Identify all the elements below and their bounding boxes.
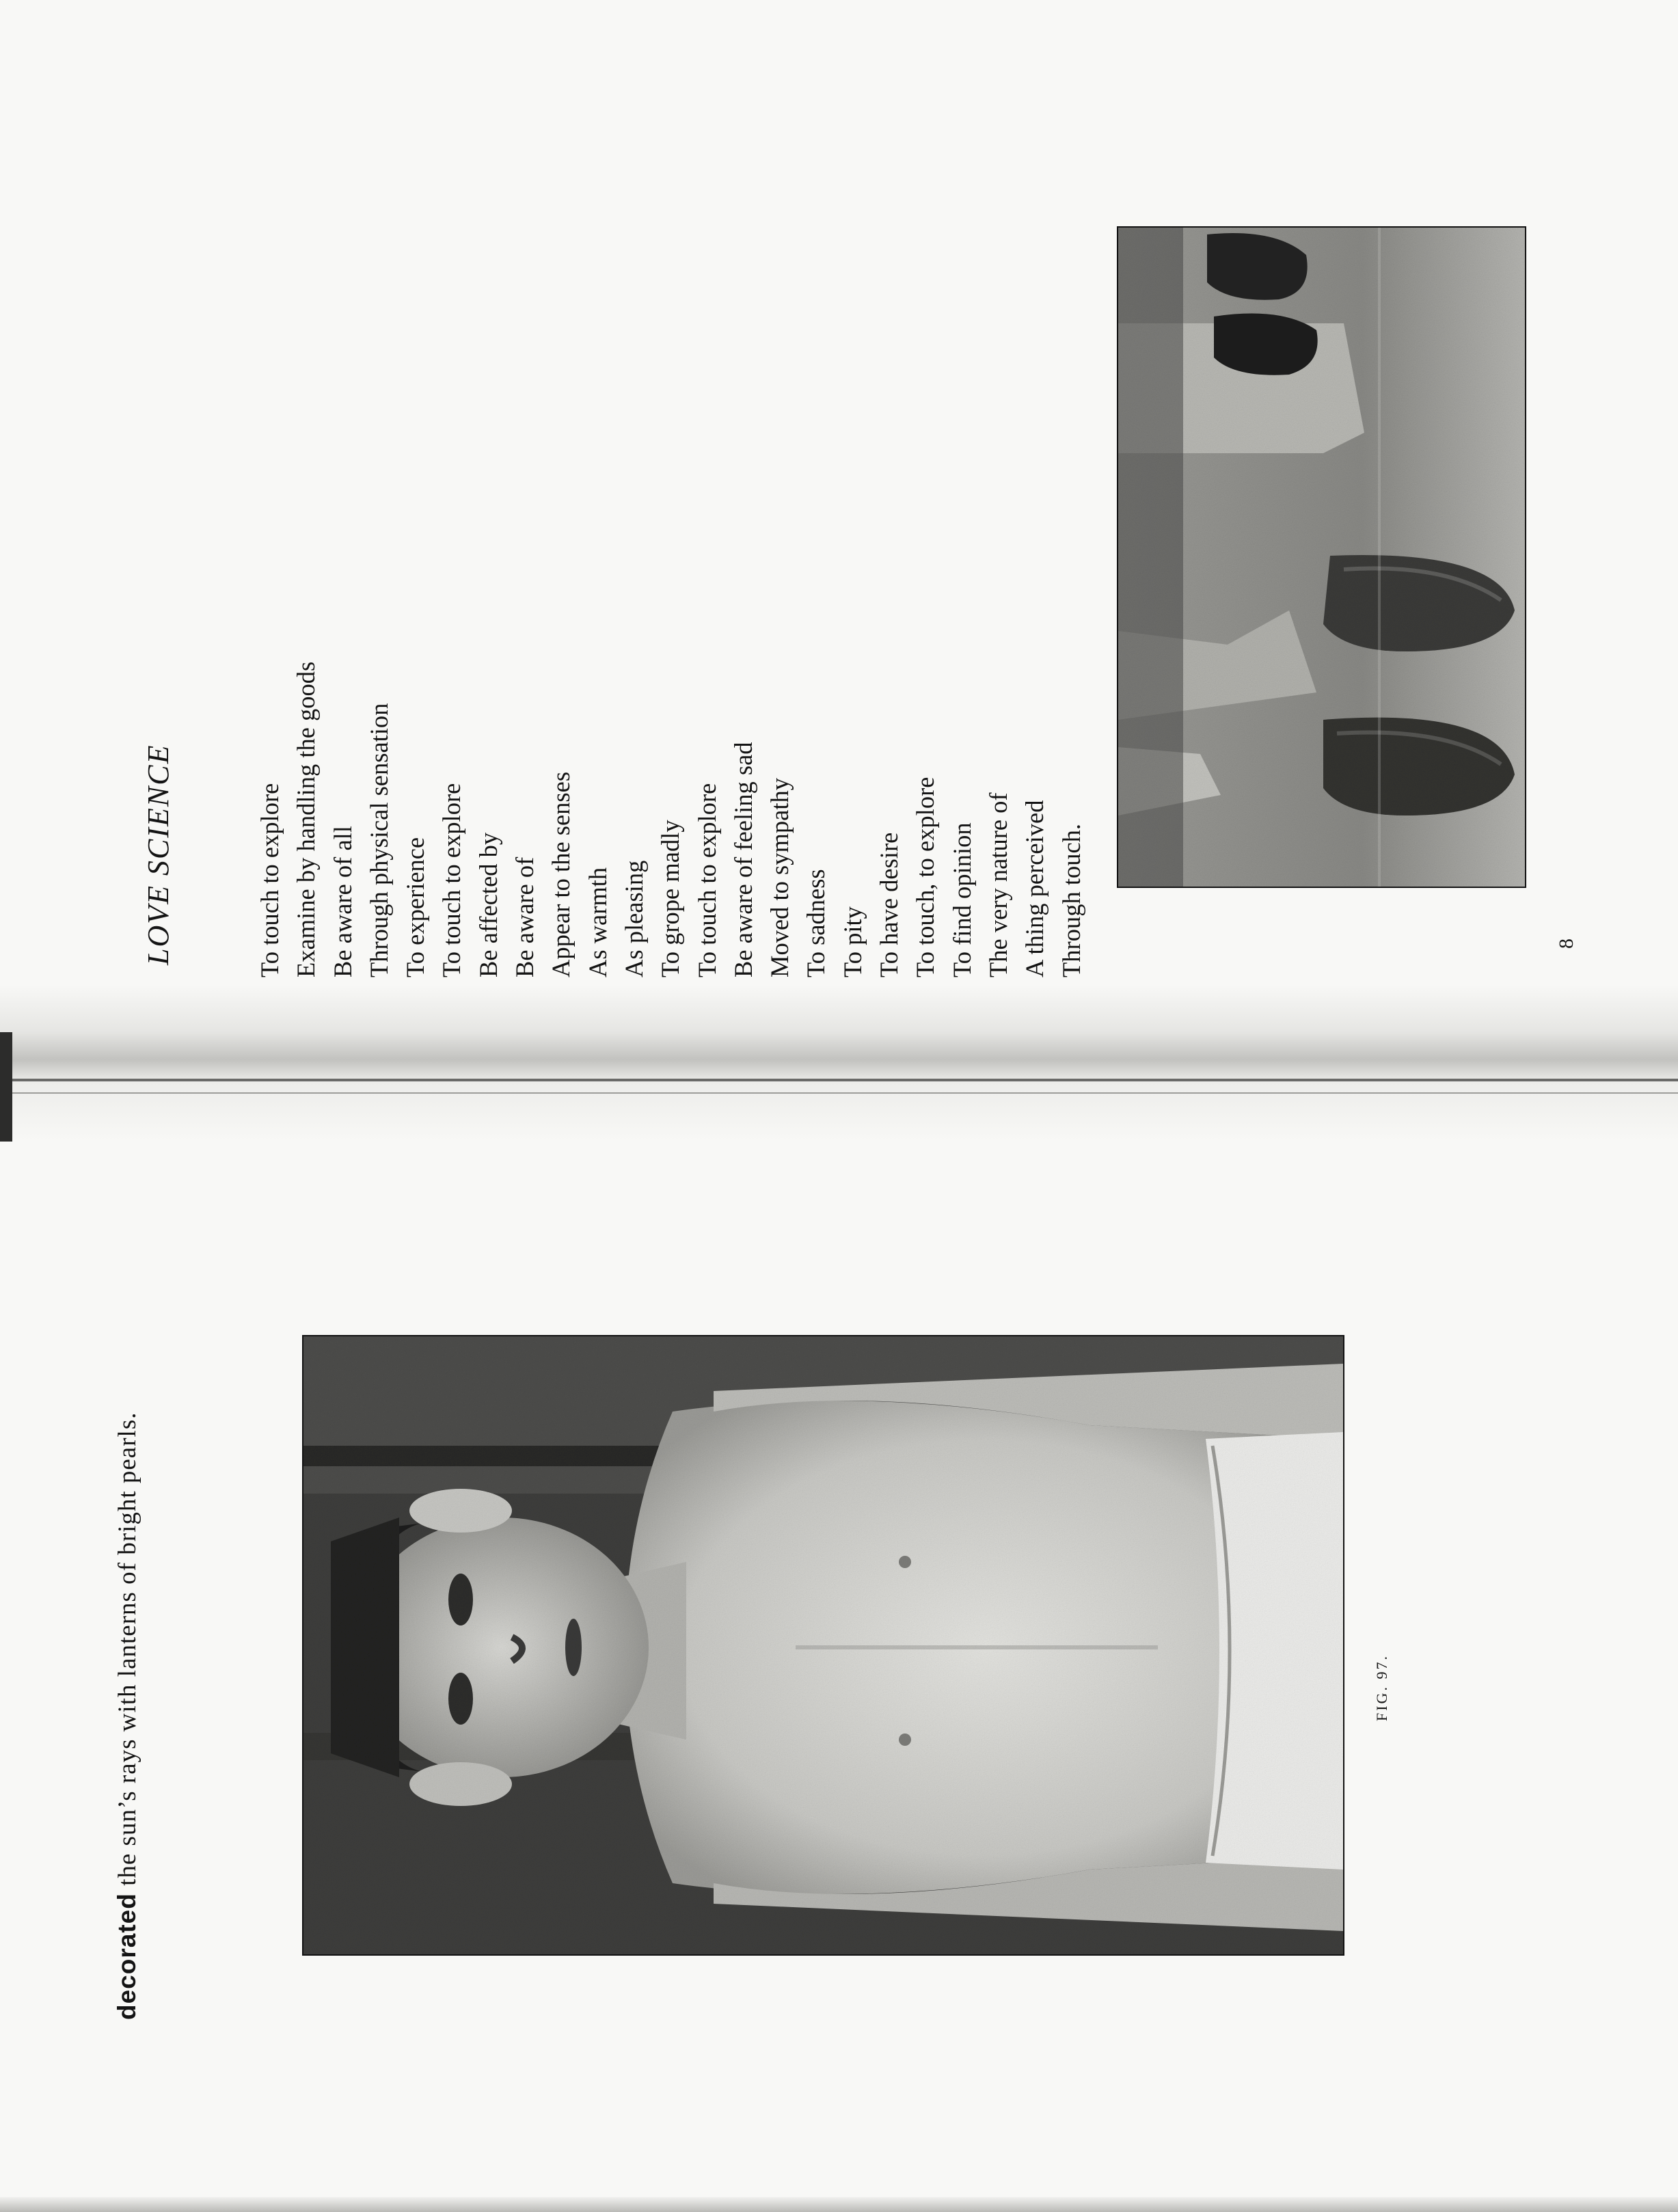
poem-line: To have desire bbox=[875, 832, 904, 977]
poem-line: As warmth bbox=[583, 867, 612, 977]
page-fold-line-secondary bbox=[0, 1092, 1678, 1094]
poem-line: Moved to sympathy bbox=[766, 778, 794, 977]
feet-photograph-image bbox=[1118, 228, 1525, 887]
body-text-lead-word: decorated bbox=[113, 1893, 141, 2020]
poem-line: To touch to explore bbox=[256, 783, 284, 977]
poem-line: Through touch. bbox=[1057, 823, 1085, 977]
poem-title: LOVE SCIENCE bbox=[141, 744, 175, 965]
page-edge-shadow bbox=[0, 1032, 12, 1142]
book-gutter-shadow bbox=[0, 984, 1678, 1142]
poem-line: Appear to the senses bbox=[547, 771, 576, 977]
poem-line: To touch to explore bbox=[692, 783, 721, 977]
poem-line: To experience bbox=[401, 837, 430, 977]
poem-line: To pity bbox=[838, 906, 867, 977]
portrait-photograph bbox=[302, 1335, 1344, 1956]
poem-line: Examine by handling the goods bbox=[292, 661, 321, 977]
figure-label: FIG. 97. bbox=[1373, 1654, 1390, 1721]
portrait-photograph-image bbox=[303, 1336, 1343, 1954]
poem-line: Be aware of all bbox=[328, 826, 357, 977]
poem-line: A thing perceived bbox=[1020, 800, 1049, 977]
feet-photograph bbox=[1117, 226, 1526, 888]
poem-line: Be affected by bbox=[474, 832, 502, 977]
body-text-line bbox=[113, 1412, 142, 2020]
poem-line: To touch to explore bbox=[437, 783, 466, 977]
poem-body bbox=[252, 294, 1090, 977]
page-fold-line bbox=[0, 1079, 1678, 1081]
poem-line: Through physical sensation bbox=[364, 703, 393, 977]
body-text-rest: the sun’s rays with lanterns of bright pearls. bbox=[113, 1412, 141, 1893]
poem-line: To grope madly bbox=[656, 820, 685, 977]
poem-line: To touch, to explore bbox=[911, 777, 940, 977]
scan-bottom-edge bbox=[0, 2197, 1678, 2212]
poem-line: The very nature of bbox=[984, 792, 1012, 977]
poem-line: Be aware of bbox=[511, 857, 539, 977]
poem-line: To sadness bbox=[802, 869, 830, 977]
poem-line: Be aware of feeling sad bbox=[729, 742, 757, 977]
poem-line: As pleasing bbox=[619, 860, 648, 977]
page-number: 8 bbox=[1555, 939, 1578, 949]
poem-line: To find opinion bbox=[947, 822, 976, 977]
